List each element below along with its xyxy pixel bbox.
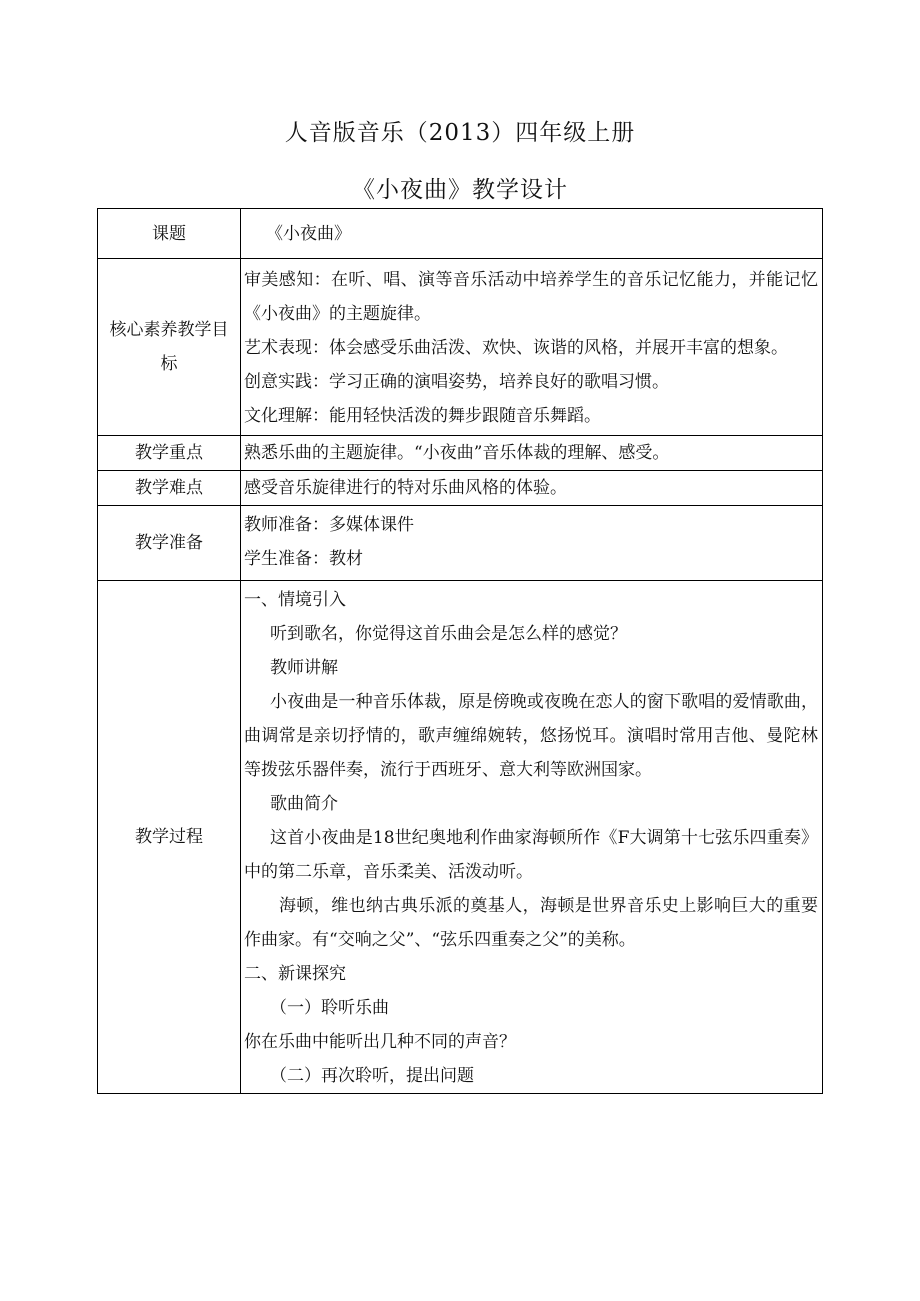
process-heading-intro: 一、情境引入 bbox=[244, 590, 346, 610]
process-haydn-intro: 海顿，维也纳古典乐派的奠基人，海顿是世界音乐史上影响巨大的重要作曲家。有“交响之父”、“弦乐四重奏之父”的美称。 bbox=[244, 896, 818, 950]
subject-value: 《小夜曲》 bbox=[241, 209, 823, 259]
process-content bbox=[241, 581, 823, 1094]
process-serenade-description: 小夜曲是一种音乐体裁，原是傍晚或夜晚在恋人的窗下歌唱的爱情歌曲，曲调常是亲切抒情的，歌声缠绵婉转，悠扬悦耳。演唱时常用吉他、曼陀林等拨弦乐器伴奏，流行于西班牙、意大利等欧洲国家。 bbox=[244, 692, 818, 780]
goal-practice: 创意实践：学习正确的演唱姿势，培养良好的歌唱习惯。 bbox=[244, 372, 669, 392]
process-label: 教学过程 bbox=[98, 581, 241, 1094]
goal-aesthetic: 审美感知：在听、唱、演等音乐活动中培养学生的音乐记忆能力，并能记忆《小夜曲》的主题旋律。 bbox=[244, 270, 818, 324]
process-heading-explore: 二、新课探究 bbox=[244, 964, 346, 984]
preparation-content bbox=[241, 506, 823, 581]
goals-label-cell bbox=[98, 259, 241, 436]
process-step-relisten: （二）再次聆听，提出问题 bbox=[270, 1066, 474, 1086]
difficulties-label: 教学难点 bbox=[98, 471, 241, 506]
table-row-preparation bbox=[98, 506, 823, 581]
table-row-key-points bbox=[98, 436, 823, 471]
document-title: 人音版音乐（2013）四年级上册 bbox=[284, 120, 636, 146]
goals-content bbox=[241, 259, 823, 436]
document-subtitle: 《小夜曲》教学设计 bbox=[352, 177, 568, 203]
process-teacher-explain: 教师讲解 bbox=[270, 658, 338, 678]
student-preparation: 学生准备：教材 bbox=[244, 549, 363, 569]
preparation-label: 教学准备 bbox=[98, 506, 241, 581]
difficulties-value: 感受音乐旋律进行的特对乐曲风格的体验。 bbox=[241, 471, 823, 506]
teacher-preparation: 教师准备：多媒体课件 bbox=[244, 515, 414, 535]
process-song-intro: 这首小夜曲是18世纪奥地利作曲家海顿所作《F大调第十七弦乐四重奏》中的第二乐章，音乐柔美、活泼动听。 bbox=[244, 828, 818, 882]
table-row-process bbox=[98, 581, 823, 1094]
process-step-listen: （一）聆听乐曲 bbox=[270, 998, 389, 1018]
process-listen-question: 你在乐曲中能听出几种不同的声音？ bbox=[244, 1032, 516, 1052]
goals-label-line2: 标 bbox=[160, 354, 178, 374]
process-song-intro-heading: 歌曲简介 bbox=[270, 794, 338, 814]
goal-expression: 艺术表现：体会感受乐曲活泼、欢快、诙谐的风格，并展开丰富的想象。 bbox=[244, 338, 788, 358]
table-row-subject bbox=[98, 209, 823, 259]
process-question: 听到歌名，你觉得这首乐曲会是怎么样的感觉？ bbox=[270, 624, 627, 644]
subject-label: 课题 bbox=[98, 209, 241, 259]
goals-label-line1: 核心素养教学目 bbox=[109, 320, 229, 340]
key-points-label: 教学重点 bbox=[98, 436, 241, 471]
goal-culture: 文化理解：能用轻快活泼的舞步跟随音乐舞蹈。 bbox=[244, 406, 601, 426]
lesson-plan-table bbox=[97, 208, 823, 1094]
table-row-goals bbox=[98, 259, 823, 436]
key-points-value: 熟悉乐曲的主题旋律。“小夜曲”音乐体裁的理解、感受。 bbox=[241, 436, 823, 471]
table-row-difficulties bbox=[98, 471, 823, 506]
